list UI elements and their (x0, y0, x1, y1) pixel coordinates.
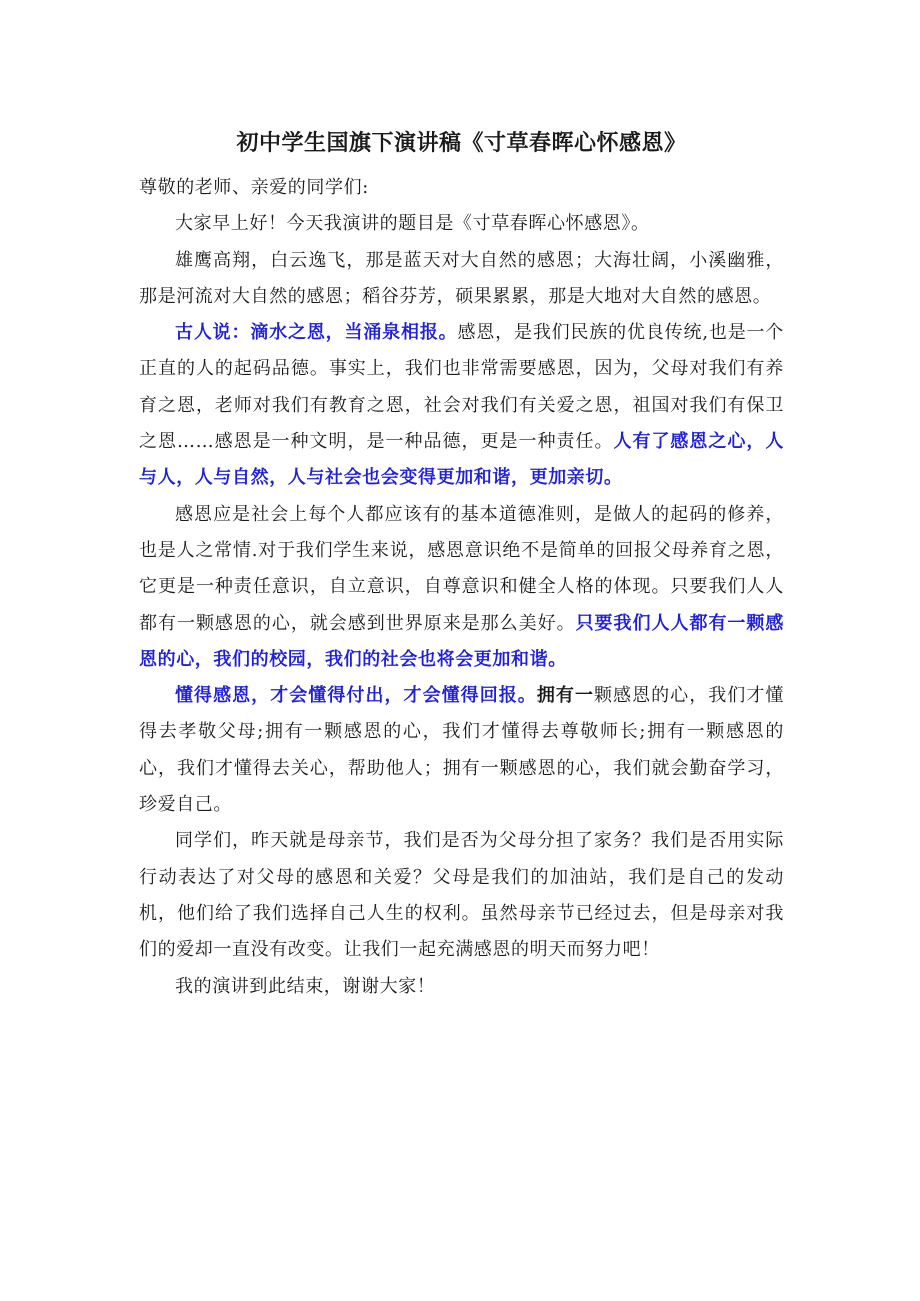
paragraph-mothers-day: 同学们，昨天就是母亲节，我们是否为父母分担了家务？我们是否用实际行动表达了对父母的感恩和关爱？父母是我们的加油站，我们是自己的发动机，他们给了我们选择自己人生的权利。虽然母亲节已经过去，但是母亲对我们的爱却一直没有改变。让我们一起充满感恩的明天而努力吧！ (139, 830, 784, 961)
paragraph-greeting: 大家早上好！今天我演讲的题目是《寸草春晖心怀感恩》。 (175, 213, 650, 235)
bold-phrase: 拥有一 (536, 685, 594, 707)
highlight-ancient-saying: 古人说：滴水之恩，当涌泉相报。 (175, 322, 458, 344)
paragraph-tradition-body: 感恩，是我们民族的优良传统,也是一个正直的人的起码品德。事实上，我们也非常需要感恩，因为，父母对我们有养育之恩，老师对我们有教育之恩，社会对我们有关爱之恩，祖国对我们有保卫之恩……感恩是一种文明，是一种品德，更是一种责任。 (139, 322, 784, 453)
salutation: 尊敬的老师、亲爱的同学们: (139, 177, 369, 198)
paragraph-gratitude-heart (139, 678, 784, 823)
paragraph-moral-body: 感恩应是社会上每个人都应该有的基本道德准则，是做人的起码的修养，也是人之常情.对于我们学生来说，感恩意识绝不是简单的回报父母养育之恩，它更是一种责任意识，自立意识，自尊意识和健全人格的体现。只要我们人人都有一颗感恩的心，就会感到世界原来是那么美好。 (139, 503, 784, 634)
paragraph-gratitude-heart-body: 颗感恩的心，我们才懂得去孝敬父母;拥有一颗感恩的心，我们才懂得去尊敬师长;拥有一颗感恩的心，我们才懂得去关心，帮助他人；拥有一颗感恩的心，我们就会勤奋学习，珍爱自己。 (139, 685, 784, 816)
highlight-understand-gratitude: 懂得感恩，才会懂得付出，才会懂得回报。 (175, 685, 537, 707)
highlight-campus-harmony: 只要我们人人都有一颗感恩的心，我们的校园，我们的社会也将会更加和谐。 (139, 612, 784, 670)
page-title: 初中学生国旗下演讲稿《寸草春晖心怀感恩》 (236, 131, 687, 156)
paragraph-tradition (139, 315, 784, 496)
highlight-harmony: 人有了感恩之心，人与人，人与自然，人与社会也会变得更加和谐，更加亲切。 (139, 431, 785, 489)
paragraph-nature: 雄鹰高翔，白云逸飞，那是蓝天对大自然的感恩；大海壮阔，小溪幽雅，那是河流对大自然的感恩；稻谷芬芳，硕果累累，那是大地对大自然的感恩。 (139, 249, 784, 307)
document-page (139, 120, 784, 1005)
paragraph-closing: 我的演讲到此结束，谢谢大家！ (175, 975, 436, 997)
paragraph-moral (139, 497, 784, 678)
